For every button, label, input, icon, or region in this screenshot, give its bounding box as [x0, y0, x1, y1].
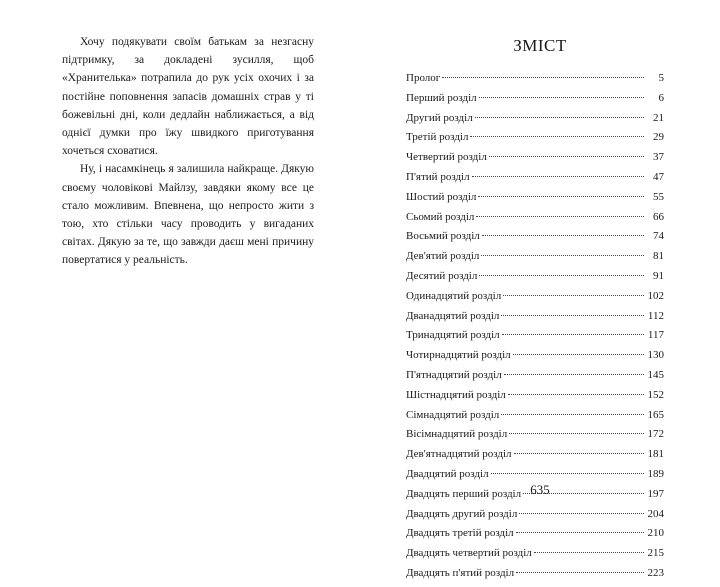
toc-leader-dots	[504, 374, 644, 375]
toc-entry-label: Двадцять другий розділ	[406, 507, 518, 520]
toc-entry	[406, 547, 664, 567]
toc-entry-page: 112	[647, 309, 664, 322]
toc-entry-label: Шістнадцятий розділ	[406, 388, 506, 401]
toc-leader-dots	[516, 572, 644, 573]
ack-paragraph: Хочу подякувати своїм батькам за незгасну підтримку, за докладені зусилля, щоб «Хранителька» потрапила до рук усіх охочих і за постійне поповнення запасів домашніх страв у ті божевільні дні, коли дедлайн наближається, а від однієї думки про їжу швидкого приготування хочеться сховатися.	[62, 36, 314, 158]
toc-leader-dots	[513, 354, 644, 355]
toc-leader-dots	[502, 334, 644, 335]
toc-leader-dots	[534, 552, 644, 553]
toc-entry	[406, 527, 664, 547]
toc-entry	[406, 369, 664, 389]
toc-entry	[406, 270, 664, 290]
table-of-contents	[406, 72, 664, 587]
page-number: 635	[530, 482, 550, 497]
toc-entry-label: Шостий розділ	[406, 190, 477, 203]
toc-entry	[406, 112, 664, 132]
toc-entry-label: Восьмий розділ	[406, 230, 480, 243]
toc-leader-dots	[479, 97, 644, 98]
right-page	[360, 0, 720, 579]
toc-leader-dots	[516, 532, 644, 533]
toc-entry	[406, 92, 664, 112]
toc-entry	[406, 131, 664, 151]
toc-entry-page: 74	[653, 230, 664, 243]
toc-entry	[406, 230, 664, 250]
toc-entry	[406, 171, 664, 191]
toc-leader-dots	[476, 216, 644, 217]
toc-entry	[406, 448, 664, 468]
toc-entry-label: Вісімнадцятий розділ	[406, 428, 508, 441]
toc-entry-page: 81	[653, 250, 664, 263]
toc-entry-page: 165	[647, 408, 664, 421]
toc-leader-dots	[481, 255, 644, 256]
toc-entry-label: Чотирнадцятий розділ	[406, 349, 511, 362]
acknowledgements-text	[62, 33, 314, 270]
toc-entry-label: Дев'ятнадцятий розділ	[406, 448, 512, 461]
toc-entry	[406, 191, 664, 211]
toc-entry-label: Четвертий розділ	[406, 151, 487, 164]
toc-entry-page: 210	[647, 527, 664, 540]
toc-leader-dots	[482, 235, 644, 236]
toc-entry-page: 189	[647, 467, 664, 480]
ack-paragraph: Ну, і насамкінець я залишила найкраще. Дякую своєму чоловікові Майлзу, завдяки якому все це стало можливим. Впевнена, що непросто жити з тою, хто стільки часу проводить у вигаданих світах. Дякую за те, що завжди даєш мені причину повертатися у реальність.	[62, 163, 314, 267]
toc-entry-label: Дванадцятий розділ	[406, 309, 500, 322]
toc-entry-label: Перший розділ	[406, 91, 477, 104]
toc-entry	[406, 211, 664, 231]
toc-entry	[406, 389, 664, 409]
toc-entry-label: Сімнадцятий розділ	[406, 408, 500, 421]
toc-entry-page: 152	[647, 388, 664, 401]
toc-entry	[406, 349, 664, 369]
left-page	[0, 0, 360, 524]
toc-entry-page: 223	[647, 566, 664, 579]
toc-entry-page: 91	[653, 269, 664, 282]
toc-entry-page: 117	[647, 329, 664, 342]
toc-entry-page: 197	[647, 487, 664, 500]
toc-entry-label: П'ятий розділ	[406, 170, 470, 183]
toc-entry-label: Другий розділ	[406, 111, 473, 124]
toc-entry-label: Двадцять п'ятий розділ	[406, 566, 515, 579]
toc-entry	[406, 428, 664, 448]
toc-entry-label: Тринадцятий розділ	[406, 329, 500, 342]
toc-entry-page: 6	[658, 91, 664, 104]
toc-entry-page: 181	[647, 448, 664, 461]
toc-leader-dots	[472, 176, 644, 177]
toc-entry	[406, 250, 664, 270]
toc-entry-page: 29	[653, 131, 664, 144]
toc-leader-dots	[508, 394, 644, 395]
toc-entry-page: 145	[647, 368, 664, 381]
toc-entry-label: Дев'ятий розділ	[406, 250, 480, 263]
toc-leader-dots	[501, 414, 644, 415]
toc-entry-page: 5	[658, 72, 664, 84]
toc-entry	[406, 151, 664, 171]
toc-entry-label: Двадцять перший розділ	[406, 487, 522, 500]
toc-leader-dots	[478, 196, 644, 197]
toc-entry-label: Третій розділ	[406, 131, 469, 144]
toc-leader-dots	[479, 275, 644, 276]
toc-title: ЗМІСТ	[513, 36, 567, 55]
toc-entry	[406, 409, 664, 429]
toc-leader-dots	[503, 295, 644, 296]
toc-leader-dots	[501, 315, 644, 316]
toc-entry	[406, 72, 664, 92]
toc-entry-page: 215	[647, 547, 664, 560]
toc-entry	[406, 567, 664, 587]
toc-entry-label: Десятий розділ	[406, 269, 478, 282]
toc-entry	[406, 508, 664, 528]
toc-leader-dots	[514, 453, 645, 454]
toc-entry-label: Сьомий розділ	[406, 210, 475, 223]
toc-entry-label: Двадцятий розділ	[406, 467, 489, 480]
toc-leader-dots	[489, 156, 644, 157]
toc-entry-label: Одинадцятий розділ	[406, 289, 502, 302]
toc-entry-label: П'ятнадцятий розділ	[406, 368, 502, 381]
toc-entry-label: Пролог	[406, 72, 441, 84]
toc-leader-dots	[519, 513, 644, 514]
toc-entry	[406, 329, 664, 349]
toc-entry	[406, 290, 664, 310]
toc-entry-label: Двадцять третій розділ	[406, 527, 514, 540]
toc-entry-page: 172	[647, 428, 664, 441]
toc-entry-page: 102	[647, 289, 664, 302]
toc-entry-page: 130	[647, 349, 664, 362]
toc-entry-page: 47	[653, 170, 664, 183]
toc-entry-page: 66	[653, 210, 664, 223]
toc-entry-page: 21	[653, 111, 664, 124]
toc-entry-page: 204	[647, 507, 664, 520]
toc-leader-dots	[470, 136, 644, 137]
toc-entry-page: 55	[653, 190, 664, 203]
toc-leader-dots	[491, 473, 644, 474]
toc-leader-dots	[509, 433, 644, 434]
toc-entry	[406, 310, 664, 330]
toc-entry-page: 37	[653, 151, 664, 164]
toc-leader-dots	[442, 77, 644, 78]
toc-entry-label: Двадцять четвертий розділ	[406, 547, 532, 560]
toc-leader-dots	[475, 117, 644, 118]
